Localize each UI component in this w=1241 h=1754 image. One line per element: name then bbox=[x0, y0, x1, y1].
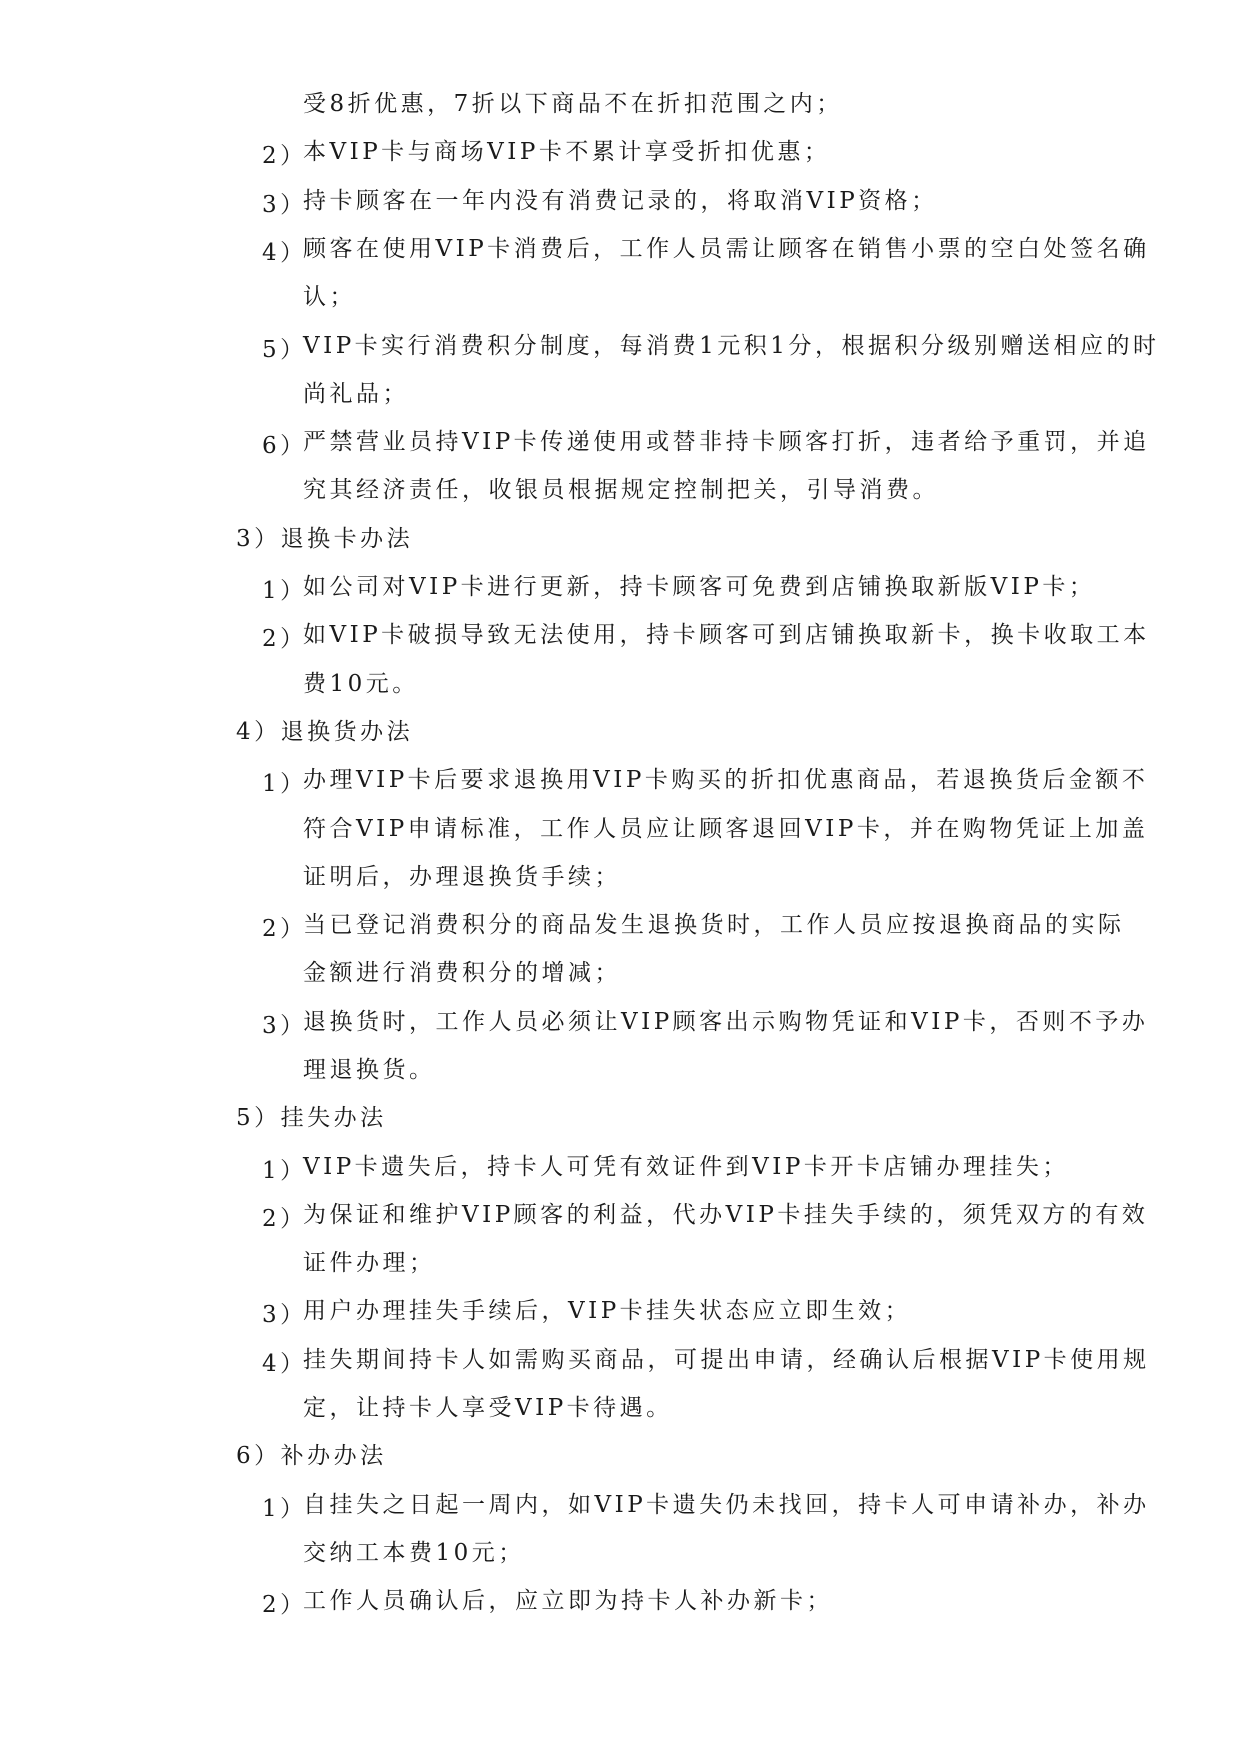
text-line: 如VIP卡破损导致无法使用，持卡顾客可到店铺换取新卡，换卡收取工本 bbox=[303, 622, 1150, 648]
text-line: 办理VIP卡后要求退换用VIP卡购买的折扣优惠商品，若退换货后金额不 bbox=[303, 767, 1149, 793]
text-line: 金额进行消费积分的增减； bbox=[303, 960, 621, 986]
item-number: 5） bbox=[262, 337, 307, 363]
text-line: 证明后，办理退换货手续； bbox=[303, 864, 621, 890]
text-line: 符合VIP申请标准，工作人员应让顾客退回VIP卡，并在购物凭证上加盖 bbox=[303, 816, 1149, 842]
text-line: 挂失期间持卡人如需购买商品，可提出申请，经确认后根据VIP卡使用规 bbox=[303, 1347, 1150, 1373]
section-heading: 5）挂失办法 bbox=[236, 1105, 387, 1131]
item-number: 1） bbox=[262, 1496, 307, 1522]
text-line: 为保证和维护VIP顾客的利益，代办VIP卡挂失手续的，须凭双方的有效 bbox=[303, 1202, 1149, 1228]
text-line: 严禁营业员持VIP卡传递使用或替非持卡顾客打折，违者给予重罚，并追 bbox=[303, 429, 1150, 455]
item-number: 6） bbox=[262, 433, 307, 459]
item-number: 1） bbox=[262, 771, 307, 797]
text-line: 究其经济责任，收银员根据规定控制把关，引导消费。 bbox=[303, 477, 939, 503]
text-line: 自挂失之日起一周内，如VIP卡遗失仍未找回，持卡人可申请补办，补办 bbox=[303, 1492, 1150, 1518]
text-line: 当已登记消费积分的商品发生退换货时，工作人员应按退换商品的实际 bbox=[303, 912, 1125, 938]
item-number: 3） bbox=[262, 192, 307, 218]
text-line: 用户办理挂失手续后，VIP卡挂失状态应立即生效； bbox=[303, 1298, 912, 1324]
text-line: VIP卡实行消费积分制度，每消费1元积1分，根据积分级别赠送相应的时 bbox=[303, 333, 1160, 359]
text-line: 退换货时，工作人员必须让VIP顾客出示购物凭证和VIP卡，否则不予办 bbox=[303, 1009, 1149, 1035]
text-line: 尚礼品； bbox=[303, 381, 409, 407]
item-number: 3） bbox=[262, 1013, 307, 1039]
text-line: 受8折优惠，7折以下商品不在折扣范围之内； bbox=[303, 91, 843, 117]
item-number: 1） bbox=[262, 1158, 307, 1184]
section-heading: 6）补办办法 bbox=[236, 1443, 387, 1469]
text-line: VIP卡遗失后，持卡人可凭有效证件到VIP卡开卡店铺办理挂失； bbox=[303, 1154, 1069, 1180]
text-line: 如公司对VIP卡进行更新，持卡顾客可免费到店铺换取新版VIP卡； bbox=[303, 574, 1096, 600]
section-heading: 3）退换卡办法 bbox=[236, 526, 414, 552]
item-number: 2） bbox=[262, 916, 307, 942]
item-number: 4） bbox=[262, 240, 307, 266]
text-line: 本VIP卡与商场VIP卡不累计享受折扣优惠； bbox=[303, 139, 831, 165]
text-line: 证件办理； bbox=[303, 1250, 436, 1276]
item-number: 2） bbox=[262, 1206, 307, 1232]
item-number: 2） bbox=[262, 143, 307, 169]
text-line: 理退换货。 bbox=[303, 1057, 436, 1083]
item-number: 3） bbox=[262, 1302, 307, 1328]
item-number: 2） bbox=[262, 626, 307, 652]
text-line: 工作人员确认后，应立即为持卡人补办新卡； bbox=[303, 1588, 833, 1614]
text-line: 持卡顾客在一年内没有消费记录的，将取消VIP资格； bbox=[303, 188, 938, 214]
text-line: 费10元。 bbox=[303, 671, 419, 697]
text-line: 顾客在使用VIP卡消费后，工作人员需让顾客在销售小票的空白处签名确 bbox=[303, 236, 1150, 262]
text-line: 交纳工本费10元； bbox=[303, 1540, 525, 1566]
item-number: 4） bbox=[262, 1351, 307, 1377]
text-line: 定，让持卡人享受VIP卡待遇。 bbox=[303, 1395, 673, 1421]
item-number: 1） bbox=[262, 578, 307, 604]
text-line: 认； bbox=[303, 284, 356, 310]
section-heading: 4）退换货办法 bbox=[236, 719, 414, 745]
item-number: 2） bbox=[262, 1592, 307, 1618]
